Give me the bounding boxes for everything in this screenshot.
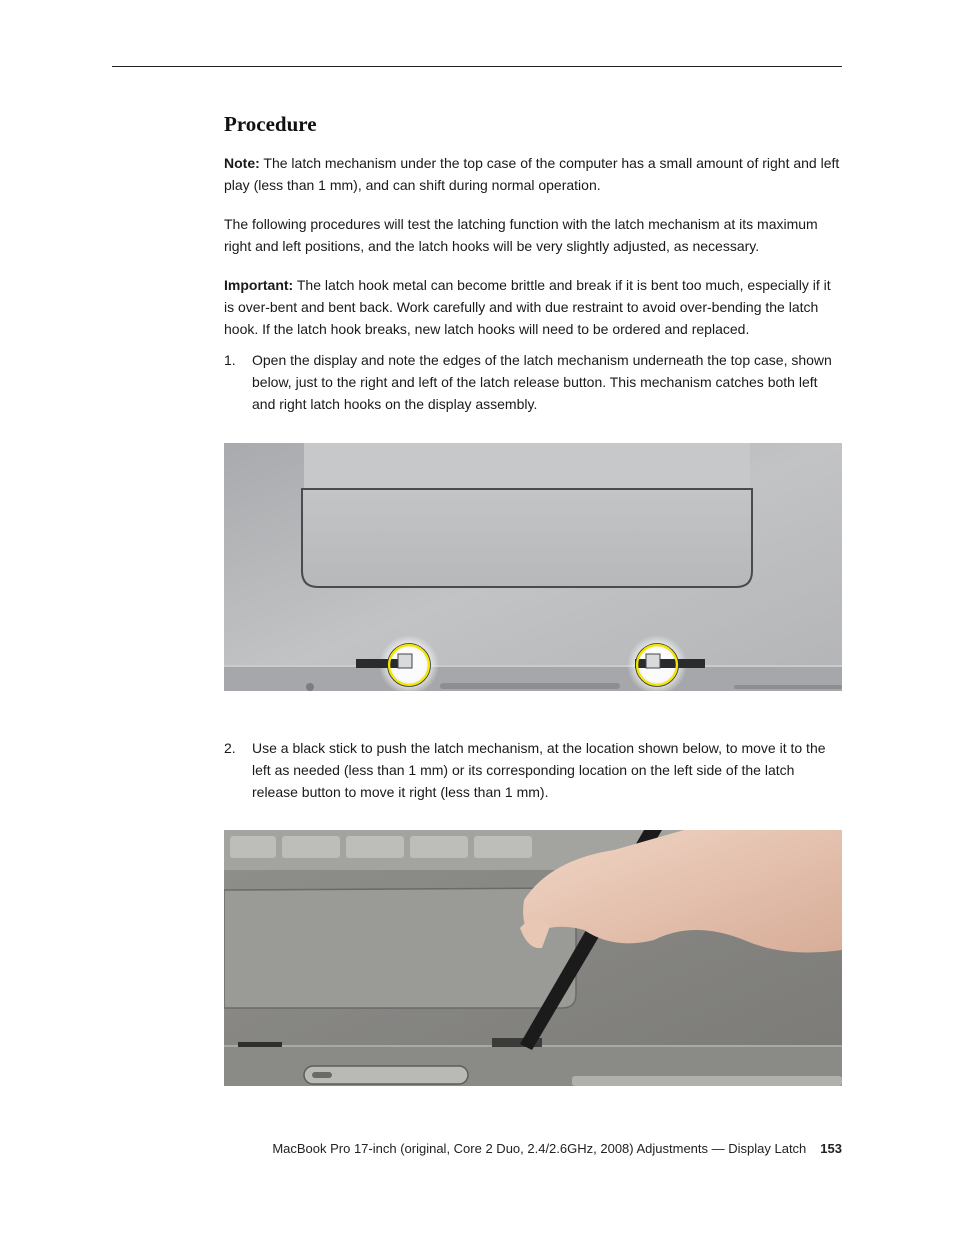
important-text: The latch hook metal can become brittle and break if it is bent too much, especially if it is over-bent and bent back. Work carefully and with due restraint to avoid over-bending the latch hook. If the latch hook breaks, new latch hooks will need to be ordered and replaced.	[224, 277, 831, 337]
step-2	[224, 737, 842, 803]
page-number: 153	[820, 1141, 842, 1156]
step-number: 2.	[224, 740, 236, 756]
step-text: Open the display and note the edges of the latch mechanism underneath the top case, shown below, just to the right and left of the latch release button. This mechanism catches both left and right latch hooks on the display assembly.	[252, 352, 832, 412]
step-1	[224, 349, 842, 415]
important-paragraph	[224, 274, 842, 340]
footer-title: MacBook Pro 17-inch (original, Core 2 Duo, 2.4/2.6GHz, 2008) Adjustments — Display Latch	[272, 1141, 807, 1156]
black-stick-photo	[224, 830, 842, 1086]
step-number: 1.	[224, 352, 236, 368]
step-text: Use a black stick to push the latch mechanism, at the location shown below, to move it to the left as needed (less than 1 mm) or its corresponding location on the left side of the latch release button to move it right (less than 1 mm).	[252, 740, 826, 800]
page-content	[224, 112, 842, 415]
note-label: Note:	[224, 155, 260, 171]
important-label: Important:	[224, 277, 294, 293]
note-text: The latch mechanism under the top case of the computer has a small amount of right and left play (less than 1 mm), and can shift during normal operation.	[224, 155, 840, 193]
page-footer	[272, 1141, 842, 1156]
intro-paragraph: The following procedures will test the latching function with the latch mechanism at its maximum right and left positions, and the latch hooks will be very slightly adjusted, as necessary.	[224, 216, 818, 254]
latch-mechanism-photo	[224, 443, 842, 691]
note-paragraph	[224, 152, 842, 196]
section-heading: Procedure	[224, 112, 317, 136]
header-rule	[112, 66, 842, 67]
